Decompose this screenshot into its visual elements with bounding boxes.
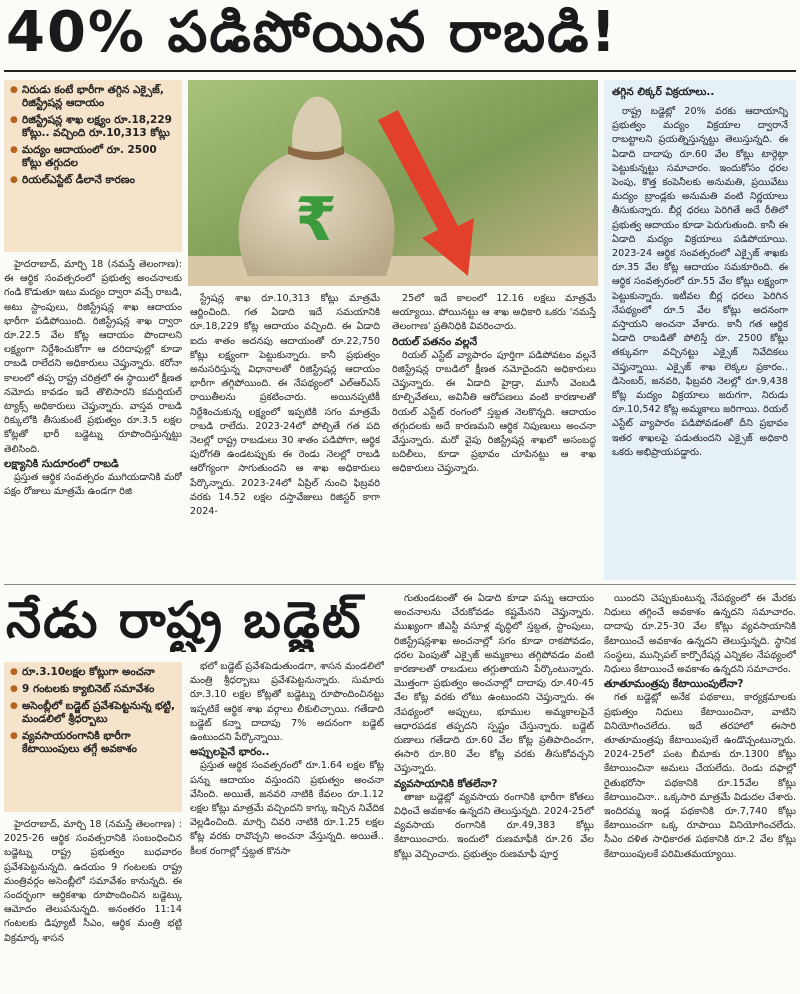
subheading: అప్పులపైనే భారం.. xyxy=(190,746,270,759)
story2-text: భలో బడ్జెట్ ప్రవేశపెడుతుండగా, శాసన మండలిలో మంత్రి శ్రీధర్బాబు ప్రవేశపెట్టనున్నారు. సుమారు రూ.3.10 లక్షల కోట్లతో బడ్జెట్ను రూపొందించినట్టు ఇప్పటికే ఆర్థిక శాఖ వర్గాలు లీకులిచ్చాయి. గతేడాది బడ్జెట్ కన్నా దాదాపు 7% అదనంగా బడ్జెట్ ఉంటుందని పేర్కొన్నాయి. xyxy=(190,661,384,744)
section-divider xyxy=(4,584,796,585)
subheading: రియల్ పతనం వల్లనే xyxy=(392,335,478,348)
highlights-box-story2 xyxy=(4,662,182,812)
highlight-item: ● రిజిస్ట్రేషన్ల శాఖ లక్ష్యం రూ.18,229 కోట్లు.. వచ్చింది రూ.10,313 కోట్లు xyxy=(10,114,176,140)
story2-text: ప్రస్తుత ఆర్థిక సంవత్సరంలో రూ.1.64 లక్షల కోట్ల పన్ను ఆదాయం వస్తుందని ప్రభుత్వం అంచనా వేసింది. అయితే, జనవరి నాటికి కేవలం రూ.1.12 లక్షల కోట్లు మాత్రమే వచ్చిందని కాగ్కు ఇచ్చిన నివేదిక వెల్లడించింది. మార్చి చివరి నాటికి రూ.1.25 లక్షల కోట్ల వరకు రావొచ్చని అంచనా వేస్తున్నది. అయితే.. కీలక రంగాల్లో స్తబ్దత కొనసా xyxy=(190,760,384,857)
sidebar-body: రాష్ట్ర బడ్జెట్లో 20% వరకు ఆదాయాన్ని ప్రభుత్వం మద్యం విక్రయాల ద్వారానే రాబట్టాలని ప్రయత్నిస్తున్నట్టు తెలుస్తున్నది. ఈ ఏడాది దాదాపు రూ.60 వేల కోట్లు టార్గెట్గా పెట్టుకున్నట్టు సమాచారం. ఇందుకోసం ధరల పెంపు, కొత్త కంపెనీలకు అనుమతి, ప్రయివేటు మద్యం బ్రాండ్లకు అనుమతి వంటి నిర్ణయాలు తీసుకున్నారు. బీర్ల ధరలు పెరిగితే అదే రీతిలో ప్రభుత్వ ఆదాయం కూడా పెరుగుతుంది. కానీ ఈ ఏడాది మద్యం విక్రయాలు పడిపోయాయి. 2023-24 ఆర్థిక సంవత్సరంలో ఎక్సైజ్ శాఖకు రూ.35 వేల కోట్ల ఆదాయం సమకూరింది. ఈ ఆర్థిక సంవత్సరంలో రూ.55 వేల కోట్లు లక్ష్యంగా పెట్టుకున్నారు. ఇటీవల బీర్ల ధరలు పెరిగిన నేపథ్యంలో రూ.5 వేల కోట్లు అదనంగా వస్తాయని అంచనా వేశారు. కానీ గత ఆర్థిక ఏడాది రాబడితో పోలిస్తే రూ. 2500 కోట్లు తక్కువగా వచ్చినట్టు ఎక్సైజ్ నివేదికలు చెప్తున్నాయి. ఎక్సైజ్ శాఖ లెక్కల ప్రకారం.. డిసెంబర్, జనవరి, ఫిబ్రవరి నెలల్లో రూ.9,438 కోట్ల మద్యం విక్రయాలు జరుగగా, నిరుడు రూ.10,542 కోట్ల అమ్మకాలు జరిగాయి. రియల్ ఎస్టేట్ వ్యాపారం పడిపోవడంతో దీని ప్రభావం ఇతర శాఖలపై పడుతుందని ఎక్సైజ్ అధికారి ఒకరు అభిప్రాయపడ్డారు. xyxy=(612,106,788,458)
main-headline: 40% పడిపోయిన రాబడి! xyxy=(6,0,619,65)
story2-text: గుతుండటంతో ఈ ఏడాది కూడా పన్ను ఆదాయం అంచనాలను చేరుకోవడం కష్టమేనని చెప్తున్నారు. ముఖ్యంగా జీఎస్టీ వసూళ్ల వృద్ధిలో స్తబ్దత, స్టాంపులు, రిజిస్ట్రేషన్లశాఖ అంచనాల్లో సగం కూడా రాకపోవడం, ధరల పెంపుతో ఎక్సైజ్ అమ్మకాలు తగ్గిపోవడం వంటి కారణాలతో రాబడులు తగ్గుతాయని పేర్కొంటున్నారు. మొత్తంగా ప్రభుత్వం అంచనాల్లో దాదాపు రూ.40-45 వేల కోట్ల వరకు లోటు ఉంటుందని చెప్తున్నారు. ఈ నేపథ్యంలో అప్పులు, భూముల అమ్మకాలపైనే ఆధారపడక తప్పదని స్పష్టం చేస్తున్నారు. బడ్జెట్ రుణాలు గతేడాది రూ.60 వేల కోట్ల ప్రతిపాదించగా, ఈసారి రూ.80 వేల కోట్ల వరకు తీసుకోవచ్చని చెప్తున్నారు. xyxy=(394,593,594,775)
story1-text: 25లో ఇదే కాలంలో 12.16 లక్షలు మాత్రమే అయ్యాయి. పోయినట్టు ఆ శాఖ అధికారి ఒకరు 'నమస్తే తెలంగాణ' ప్రతినిధికి వివరించారు. xyxy=(392,293,596,333)
story1-text: ప్రస్తుత ఆర్థిక సంవత్సరం ముగియడానికి మరో పక్షం రోజులు మాత్రమే ఉండగా రిజి xyxy=(4,472,182,498)
story1-intro-text: హైదరాబాద్, మార్చి 18 (నమస్తే తెలంగాణ): ఈ ఆర్థిక సంవత్సరంలో ప్రభుత్వ అంచనాలకు గండి కొడుతూ ఇటు మద్యం ద్వారా వచ్చే రాబడి, అటు స్టాంపులు, రిజిస్ట్రేషన్ల శాఖ ఆదాయం భారీగా పడిపోయింది. రిజిస్ట్రేషన్ల శాఖ ద్వారా రూ.22.5 వేల కోట్ల ఆదాయం పొందాలని లక్ష్యంగా నిర్దేశించుకోగా ఆ దరిదాపుల్లో కూడా రాబడి రాలేదని అధికారులు చెప్తున్నారు. కరోనా కాలంలో తప్ప రాష్ట్ర చరిత్రలో ఈ స్థాయిలో క్షీణత నమోదు కావడం ఇదే తొలిసారని కమర్షియల్ ట్యాక్స్ అధికారులు చెప్తున్నారు. వాస్తవ రాబడి రిక్కులోకి తీసుకుంటే ప్రభుత్వం రూ.3.5 లక్షల కోట్లతో భారీ బడ్జెట్ను రూపొందిస్తున్నట్టు తెలిసింది. xyxy=(4,259,182,455)
story1-text: స్ట్రేషన్ల శాఖ రూ.10,313 కోట్లు మాత్రమే ఆర్జించింది. గత ఏడాది ఇదే సమయానికి రూ.18,229 కోట్ల ఆదాయం వచ్చింది. ఈ ఏడాది ఐదు శాతం అదనపు ఆదాయంతో రూ.22,750 కోట్లు లక్ష్యంగా పెట్టుకున్నారు. కానీ ప్రభుత్వం అనుసరిస్తున్న విధానాలతో రిజిస్ట్రేషన్ల ఆదాయం భారీగా తగ్గిపోయింది. ఈ నేపథ్యంలో ఎల్ఆర్ఎస్ రాయితీలను ప్రకటించారు. అయినప్పటికీ నిర్దేశించుకున్న లక్ష్యంలో ఇప్పటికి సగం మాత్రమే రాబడి రాలేదు. 2023-24లో పోల్చితే గత పది నెలల్లో రాష్ట్ర రాబడులు 30 శాతం పడిపోగా, ఆర్థిక పురోగతి ఉండటప్పుకు ఈ రెండు నెలల్లో రాబడి ఆరోగ్యంగా సాగుతుందని ఆ శాఖ అధికారులు పేర్కొన్నారు. 2023-24లో ఏప్రిల్ నుంచి ఫిబ్రవరి వరకు 14.52 లక్షల దస్తావేజులు రిజిస్టర్ కాగా 2024- xyxy=(190,293,380,518)
highlight-item: ● రియల్ఎస్టేట్ డీలానే కారణం xyxy=(10,174,176,187)
subheading: వ్యవసాయానికి కోతలేనా? xyxy=(394,777,498,790)
sidebar-title: తగ్గిన లిక్కర్ విక్రయాలు.. xyxy=(612,86,715,98)
headline-divider xyxy=(4,70,796,72)
sidebar-liquor-sales xyxy=(604,80,796,580)
news-photo xyxy=(188,80,598,286)
highlight-item: ● 9 గంటలకు క్యాబినెట్ సమావేశం xyxy=(10,683,176,696)
highlight-item: ● రూ.3.10లక్షల కోట్లుగా అంచనా xyxy=(10,666,176,679)
highlight-item: ● మద్యం ఆదాయంలో రూ. 2500 కోట్లు తగ్గుదల xyxy=(10,144,176,170)
story2-text: హైదరాబాద్, మార్చి 18 (నమస్తే తెలంగాణ) : 2025-26 ఆర్థిక సంవత్సరానికి సంబంధించిన బడ్జెట్ను రాష్ట్ర ప్రభుత్వం బుధవారం ప్రవేశపెట్టనున్నది. ఉదయం 9 గంటలకు రాష్ట్ర మంత్రివర్గం అసెంబ్లీలో సమావేశం కానున్నది. ఈ సందర్భంగా ఆర్థికశాఖ రూపొందించిన బడ్జెట్కు ఆమోదం తెలుపనున్నది. అనంతరం 11:14 గంటలకు డిప్యూటీ సీఎం, ఆర్థిక మంత్రి భట్టి విక్రమార్క శాసన xyxy=(4,819,182,944)
story1-column-2 xyxy=(190,292,380,580)
story2-column-4 xyxy=(604,592,796,984)
story2-column-3 xyxy=(394,592,594,984)
story1-column-1 xyxy=(4,258,182,580)
svg-text:₹: ₹ xyxy=(295,185,337,255)
second-headline: నేడు రాష్ట్ర బడ్జెట్ xyxy=(6,591,363,649)
highlight-item: ● వ్యవసాయరంగానికి భారీగా కేటాయింపులు తగ్గే అవకాశం xyxy=(10,730,176,756)
story1-column-3 xyxy=(392,292,596,580)
story2-text: యిందని చెప్పుకుంటున్న నేపథ్యంలో ఈ మేరకు నిధులు తగ్గించే అవకాశం ఉన్నదని సమాచారం. దాదాపు రూ.25-30 వేల కోట్లు వ్యవసాయానికి కేటాయించే అవకాశం ఉన్నదని తెలుస్తున్నది. స్థానిక సంస్థలు, మున్సిపల్ కార్పొరేషన్ల ఎన్నికల నేపథ్యంలో నిధులు కేటాయించే అవకాశం ఉన్నదని సమాచారం. xyxy=(604,593,796,676)
subheading: లక్ష్యానికి సుదూరంలో రాబడి xyxy=(4,457,119,470)
subheading: తూతూమంత్రపు కేటాయింపులేనా? xyxy=(604,678,744,691)
highlight-item: ● నిరుడు కంటే భారీగా తగ్గిన ఎక్సైజ్, రిజిస్ట్రేషన్ల ఆదాయం xyxy=(10,84,176,110)
story2-column-1 xyxy=(4,818,182,984)
story2-text: తాజా బడ్జెట్లో వ్యవసాయ రంగానికి భారీగా కోతలు విధించే అవకాశం ఉన్నదని తెలుస్తున్నది. 2024-25లో వ్యవసాయ రంగానికి రూ.49,383 కోట్లు కేటాయించారు. ఇందులో రుణమాఫీకి రూ.26 వేల కోట్లు వెచ్చించారు. ప్రభుత్వం రుణమాఫీ పూర్త xyxy=(394,791,594,860)
highlights-box-story1 xyxy=(4,80,182,252)
story1-text: రియల్ ఎస్టేట్ వ్యాపారం పూర్తిగా పడిపోవటం వల్లనే రిజిస్ట్రేషన్ల రాబడిలో క్షీణత నమోదైందని అధికారులు చెప్తున్నారు. ఈ ఏడాది హైడ్రా, మూసీ వెంబడి కూల్చివేతలు, అవినీతి ఆరోపణలు వంటి కారణాలతో రియల్ ఎస్టేట్ రంగంలో స్తబ్దత నెలకొన్నది. ఆదాయం తగ్గుదలకు అదే కారణమని ఆర్థిక నిపుణులు అంచనా వేస్తున్నారు. మరో వైపు రిజిస్ట్రేషన్ల శాఖలో అసంబద్ధ బదిలీలు, కూడా ప్రభావం చూపినట్టు ఆ శాఖ అధికారులు చెప్తున్నారు. xyxy=(392,349,596,475)
highlight-item: ● అసెంబ్లీలో బడ్జెట్ ప్రవేశపెట్టనున్న భట్టి, మండలిలో శ్రీధర్బాబు xyxy=(10,700,176,726)
story2-text: గత బడ్జెట్లో అనేక పథకాలు, కార్యక్రమాలకు ప్రభుత్వం నిధులు కేటాయించినా, వాటిని వినియోగించలేదు. ఇదే తరహాలో ఈసారి తూతూమంత్రపు కేటాయింపులే ఉండొచ్చంటున్నారు. 2024-25లో పంట బీమాకు రూ.1300 కోట్లు కేటాయించినా అమలు చేయలేదు. రెండు దఫాల్లో రైతుభరోసా పథకానికి రూ.15వేల కోట్లు కేటాయించినా.. ఒక్కసారి మాత్రమే విడుదల చేశారు. ఇందిరమ్మ ఇండ్ల పథకానికి రూ.7,740 కోట్లు కేటాయించగా ఒక్క రూపాయి వినియోగించలేదు. సీఎం దళిత సాధికారత పథకానికి రూ.2 వేల కోట్లు కేటాయింపులకే పరిమితమయ్యాయి. xyxy=(604,692,796,860)
story2-column-2 xyxy=(190,660,384,984)
